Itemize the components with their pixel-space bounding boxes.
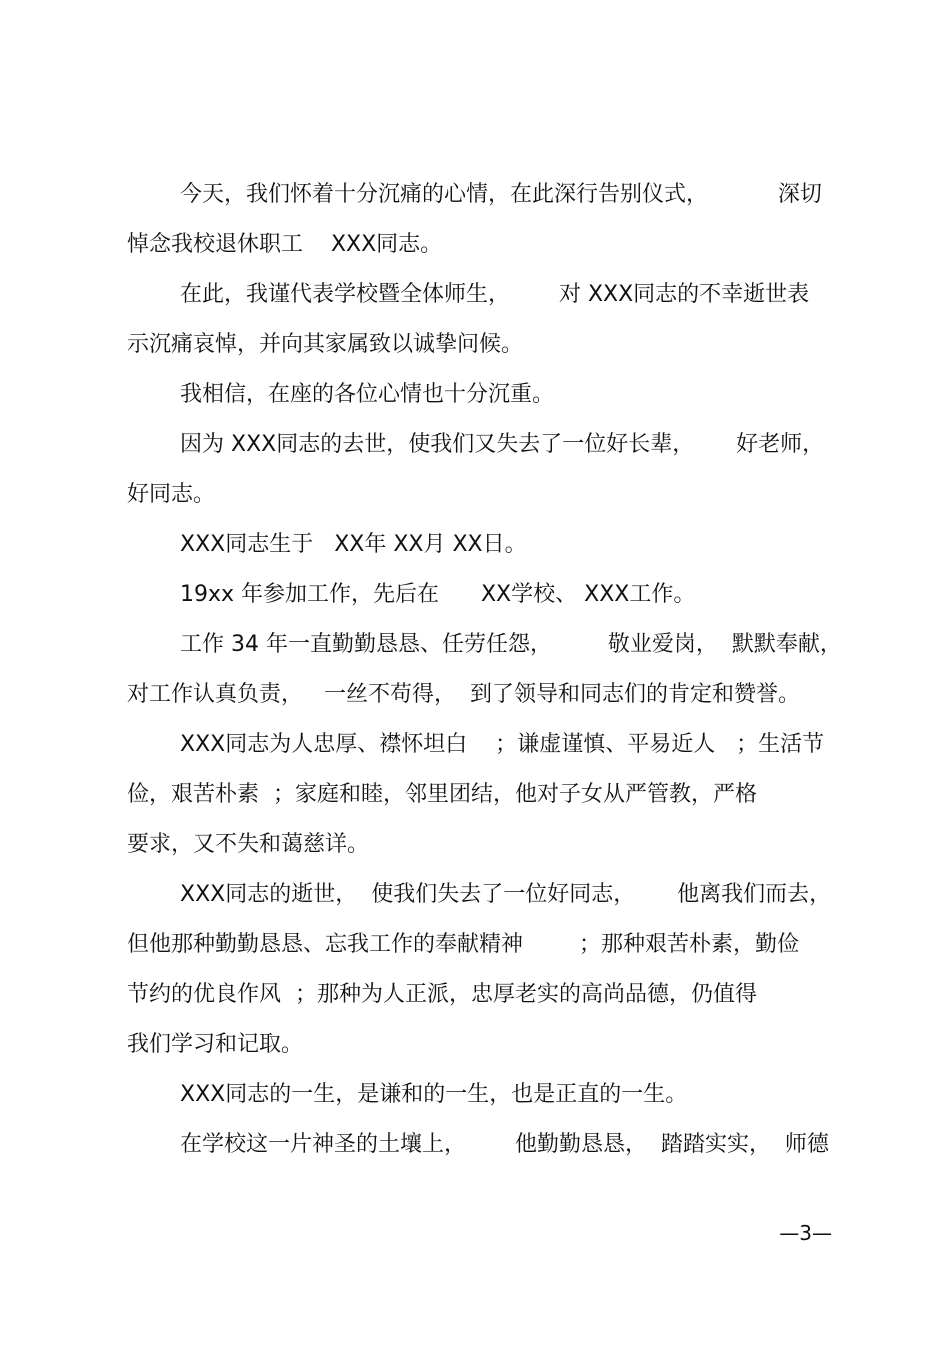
text-line-3: 在此，我谨代表学校暨全体师生， 对 XXX同志的不幸逝世表 bbox=[180, 282, 810, 307]
text-line-1: 今天，我们怀着十分沉痛的心情，在此深行告别仪式， 深切 bbox=[180, 182, 822, 207]
text-line-17: 节约的优良作风 ；那种为人正派，忠厚老实的高尚品德，仍值得 bbox=[127, 982, 757, 1007]
text-line-14: 要求，又不失和蔼慈详。 bbox=[127, 832, 370, 857]
text-line-18: 我们学习和记取。 bbox=[127, 1032, 304, 1057]
text-line-13: 俭，艰苦朴素 ；家庭和睦，邻里团结，他对子女从严管教，严格 bbox=[127, 782, 757, 807]
text-line-5: 我相信，在座的各位心情也十分沉重。 bbox=[180, 382, 555, 407]
page-number: —3— bbox=[779, 1221, 832, 1245]
text-line-16: 但他那种勤勤恳恳、忘我工作的奉献精神 ；那种艰苦朴素，勤俭 bbox=[127, 932, 799, 957]
text-line-19: XXX同志的一生，是谦和的一生，也是正直的一生。 bbox=[180, 1082, 688, 1107]
text-line-11: 对工作认真负责， 一丝不苟得， 到了领导和同志们的肯定和赞誉。 bbox=[127, 682, 800, 707]
text-line-7: 好同志。 bbox=[127, 482, 216, 507]
text-line-12: XXX同志为人忠厚、襟怀坦白 ；谦虚谨慎、平易近人 ；生活节 bbox=[180, 732, 825, 757]
text-line-6: 因为 XXX同志的去世，使我们又失去了一位好长辈， 好老师， bbox=[180, 432, 825, 457]
text-line-4: 示沉痛哀悼，并向其家属致以诚挚问候。 bbox=[127, 332, 524, 357]
text-line-15: XXX同志的逝世， 使我们失去了一位好同志， 他离我们而去， bbox=[180, 882, 832, 907]
text-line-8: XXX同志生于 XX年 XX月 XX日。 bbox=[180, 532, 527, 557]
text-line-10: 工作 34 年一直勤勤恳恳、任劳任怨， 敬业爱岗， 默默奉献， bbox=[180, 632, 842, 657]
text-line-9: 19xx 年参加工作，先后在 XX学校、 XXX工作。 bbox=[180, 582, 696, 607]
text-line-20: 在学校这一片神圣的土壤上， 他勤勤恳恳， 踏踏实实， 师德 bbox=[180, 1132, 829, 1157]
text-line-2: 悼念我校退休职工 XXX同志。 bbox=[127, 232, 443, 257]
